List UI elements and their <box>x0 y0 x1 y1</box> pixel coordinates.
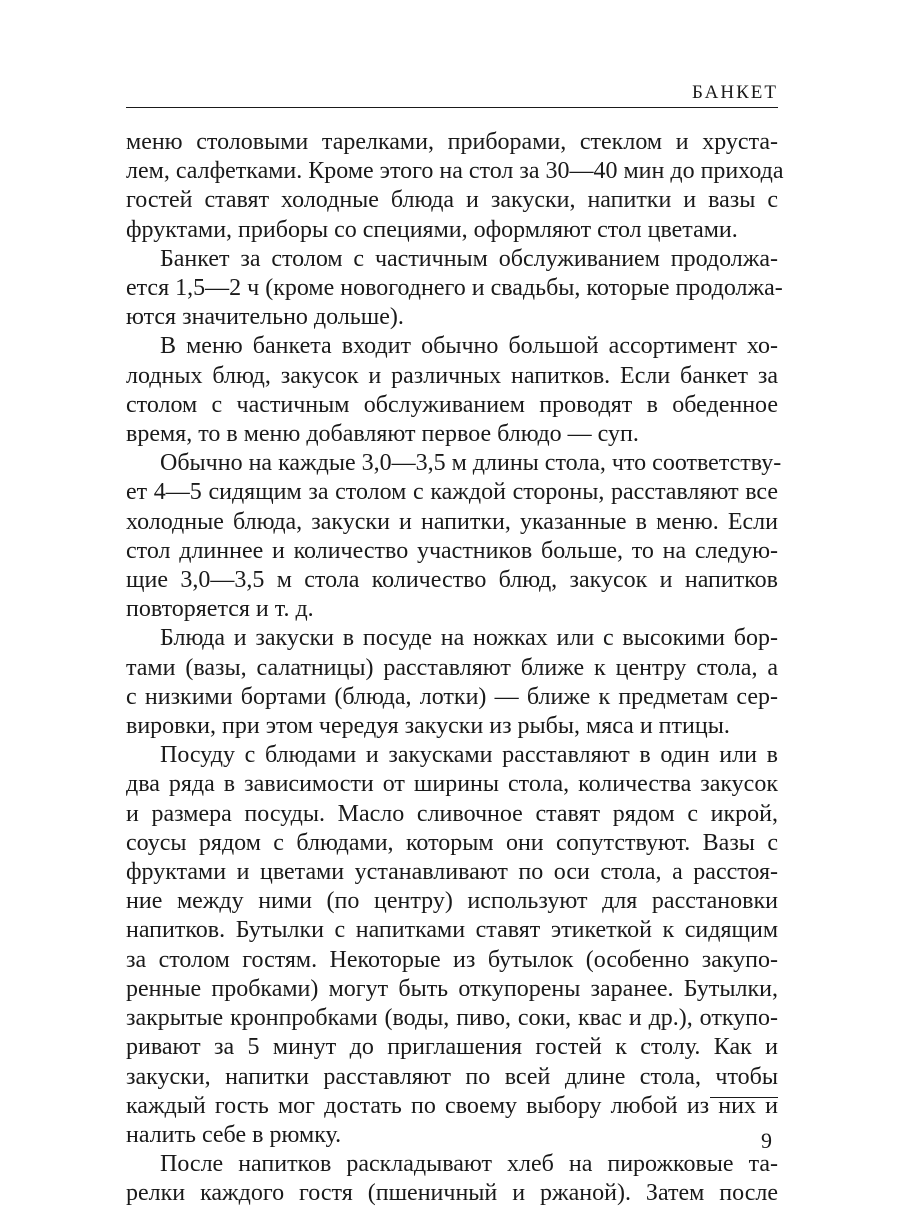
paragraph <box>126 624 778 741</box>
text-line: ет 4—5 сидящим за столом с каждой стороны, расставляют все <box>126 479 778 506</box>
running-head: БАНКЕТ <box>692 82 778 103</box>
header-rule <box>126 107 778 108</box>
text-line: Посуду с блюдами и закусками расставляют в один или в <box>160 742 778 769</box>
text-line: налить себе в рюмку. <box>126 1121 342 1148</box>
text-line: Банкет за столом с частичным обслуживанием продолжа- <box>160 245 778 272</box>
text-line: повторяется и т. д. <box>126 596 314 623</box>
text-line: Обычно на каждые 3,0—3,5 м длины стола, что соответству- <box>160 450 782 477</box>
text-line: два ряда в зависимости от ширины стола, количества закусок <box>126 771 778 798</box>
text-line: Блюда и закуски в посуде на ножках или с высокими бор- <box>160 625 778 652</box>
text-line: лем, салфетками. Кроме этого на стол за 30—40 мин до прихода <box>126 158 784 185</box>
text-line: тами (вазы, салатницы) расставляют ближе к центру стола, а <box>126 654 778 681</box>
text-line: закуски, напитки расставляют по всей длине стола, чтобы <box>126 1063 778 1090</box>
text-line: ется 1,5—2 ч (кроме новогоднего и свадьбы, которые продолжа- <box>126 275 783 302</box>
text-line: фруктами, приборы со специями, оформляют стол цветами. <box>126 216 738 243</box>
text-line: соусы рядом с блюдами, которым они сопутствуют. Вазы с <box>126 829 778 856</box>
text-line: столом с частичным обслуживанием проводят в обеденное <box>126 391 778 418</box>
text-line: меню столовыми тарелками, приборами, стеклом и хруста- <box>126 129 778 155</box>
text-line: за столом гостям. Некоторые из бутылок (особенно закупо- <box>126 946 778 973</box>
footer-rule <box>710 1097 778 1098</box>
text-line: лодных блюд, закусок и различных напитков. Если банкет за <box>126 362 778 389</box>
text-line: вировки, при этом чередуя закуски из рыбы, мяса и птицы. <box>126 713 730 740</box>
body-text <box>126 128 784 1209</box>
page-number: 9 <box>761 1128 772 1153</box>
text-line: После напитков раскладывают хлеб на пирожковые та- <box>160 1151 778 1178</box>
paragraph <box>126 332 778 449</box>
text-line: гостей ставят холодные блюда и закуски, напитки и вазы с <box>126 187 778 214</box>
paragraph <box>126 128 784 245</box>
text-line: напитков. Бутылки с напитками ставят этикеткой к сидящим <box>126 917 778 944</box>
text-line: ренные пробками) могут быть откупорены заранее. Бутылки, <box>126 975 778 1002</box>
text-line: ривают за 5 минут до приглашения гостей к столу. Как и <box>126 1034 778 1061</box>
text-line: каждый гость мог достать по своему выбору любой из них и <box>126 1092 778 1119</box>
text-line: ются значительно дольше). <box>126 304 404 331</box>
text-line: стол длиннее и количество участников больше, то на следую- <box>126 537 778 564</box>
text-line: холодные блюда, закуски и напитки, указанные в меню. Если <box>126 508 778 535</box>
text-line: время, то в меню добавляют первое блюдо — суп. <box>126 421 639 448</box>
paragraph <box>126 245 783 333</box>
text-line: релки каждого гостя (пшеничный и ржаной). Затем после <box>126 1180 778 1207</box>
text-line: и размера посуды. Масло сливочное ставят рядом с икрой, <box>126 800 778 827</box>
text-line: щие 3,0—3,5 м стола количество блюд, закусок и напитков <box>126 567 778 594</box>
paragraph <box>126 741 778 1150</box>
paragraph <box>126 449 782 624</box>
text-line: ние между ними (по центру) используют для расстановки <box>126 888 778 915</box>
text-line: с низкими бортами (блюда, лотки) — ближе к предметам сер- <box>126 683 778 710</box>
text-line: закрытые кронпробками (воды, пиво, соки, квас и др.), откупо- <box>126 1005 778 1032</box>
text-line: В меню банкета входит обычно большой ассортимент хо- <box>160 333 778 360</box>
text-line: фруктами и цветами устанавливают по оси стола, а расстоя- <box>126 859 778 886</box>
